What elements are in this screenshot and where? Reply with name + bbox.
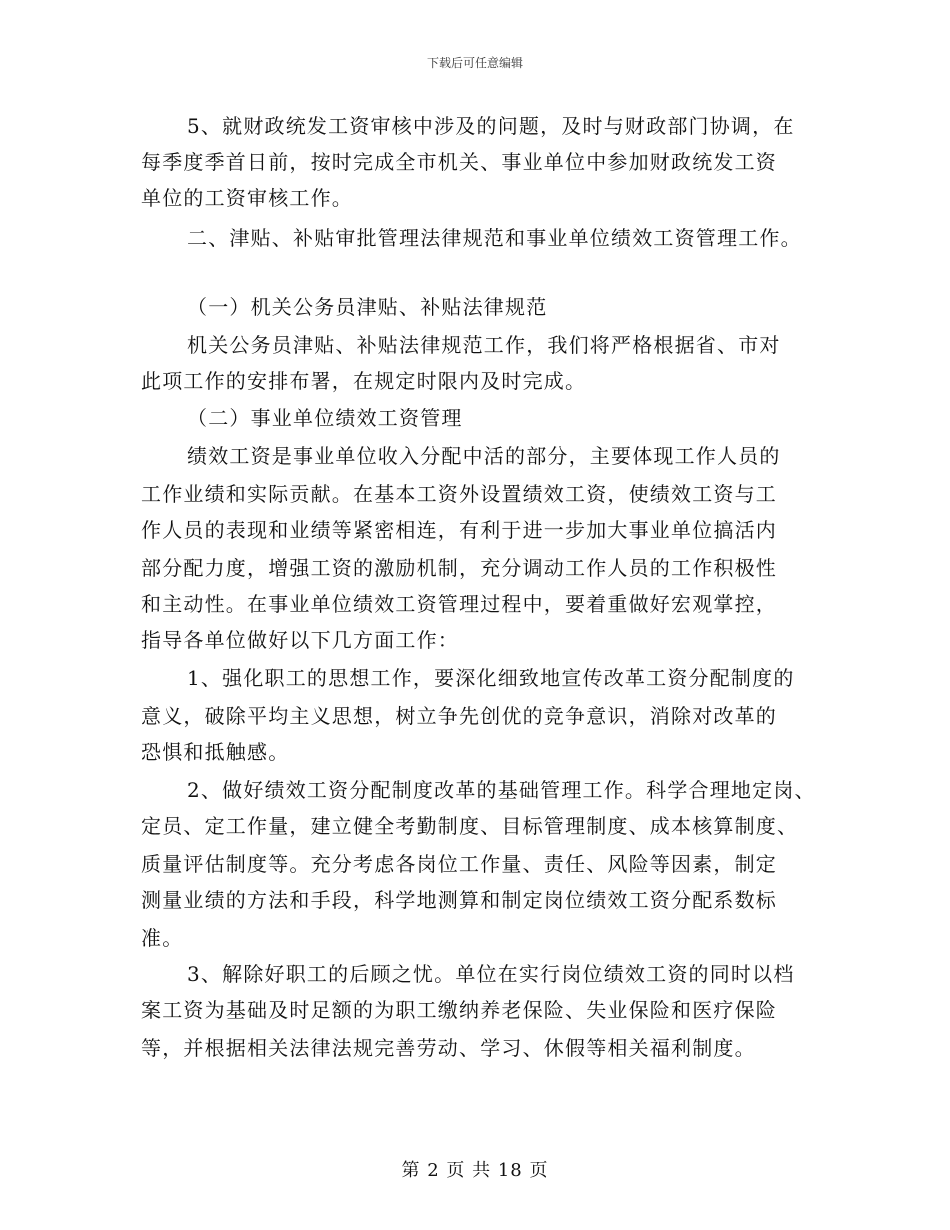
section-heading: 二、津贴、补贴审批管理法律规范和事业单位绩效工资管理工作。 xyxy=(187,226,802,250)
paragraph-line: 定员、定工作量，建立健全考勤制度、目标管理制度、成本核算制度、 xyxy=(141,814,799,838)
paragraph-line: 作人员的表现和业绩等紧密相连，有利于进一步加大事业单位搞活内 xyxy=(141,518,777,542)
paragraph-line: 机关公务员津贴、补贴法律规范工作，我们将严格根据省、市对 xyxy=(187,333,781,357)
paragraph-line: 2、做好绩效工资分配制度改革的基础管理工作。科学合理地定岗、 xyxy=(187,778,816,802)
paragraph-line: 质量评估制度等。充分考虑各岗位工作量、责任、风险等因素，制定 xyxy=(141,852,777,876)
paragraph-line: 5、就财政统发工资审核中涉及的问题，及时与财政部门协调，在 xyxy=(187,114,795,138)
paragraph-line: 和主动性。在事业单位绩效工资管理过程中，要着重做好宏观掌控， xyxy=(141,592,777,616)
paragraph-line: 等，并根据相关法律法规完善劳动、学习、休假等相关福利制度。 xyxy=(141,1036,756,1060)
subsection-heading: （二）事业单位绩效工资管理 xyxy=(187,406,463,430)
subsection-heading: （一）机关公务员津贴、补贴法律规范 xyxy=(187,295,548,319)
paragraph-line: 准。 xyxy=(141,926,184,950)
paragraph-line: 指导各单位做好以下几方面工作： xyxy=(141,628,459,652)
page-number-footer: 第 2 页 共 18 页 xyxy=(401,1160,549,1181)
paragraph-line: 1、强化职工的思想工作，要深化细致地宣传改革工资分配制度的 xyxy=(187,666,795,690)
paragraph-line: 恐惧和抵触感。 xyxy=(141,740,290,764)
paragraph-line: 工作业绩和实际贡献。在基本工资外设置绩效工资，使绩效工资与工 xyxy=(141,482,777,506)
paragraph-line: 案工资为基础及时足额的为职工缴纳养老保险、失业保险和医疗保险 xyxy=(141,998,777,1022)
paragraph-line: 测量业绩的方法和手段，科学地测算和制定岗位绩效工资分配系数标 xyxy=(141,888,777,912)
paragraph-line: 此项工作的安排布署，在规定时限内及时完成。 xyxy=(141,369,587,393)
page-header: 下载后可任意编辑 xyxy=(426,56,523,70)
paragraph-line: 部分配力度，增强工资的激励机制，充分调动工作人员的工作积极性 xyxy=(141,556,777,580)
paragraph-line: 单位的工资审核工作。 xyxy=(141,186,353,210)
paragraph-line: 绩效工资是事业单位收入分配中活的部分，主要体现工作人员的 xyxy=(187,444,781,468)
paragraph-line: 每季度季首日前，按时完成全市机关、事业单位中参加财政统发工资 xyxy=(141,150,777,174)
paragraph-line: 3、解除好职工的后顾之忧。单位在实行岗位绩效工资的同时以档 xyxy=(187,962,795,986)
paragraph-line: 意义，破除平均主义思想，树立争先创优的竞争意识，消除对改革的 xyxy=(141,704,777,728)
